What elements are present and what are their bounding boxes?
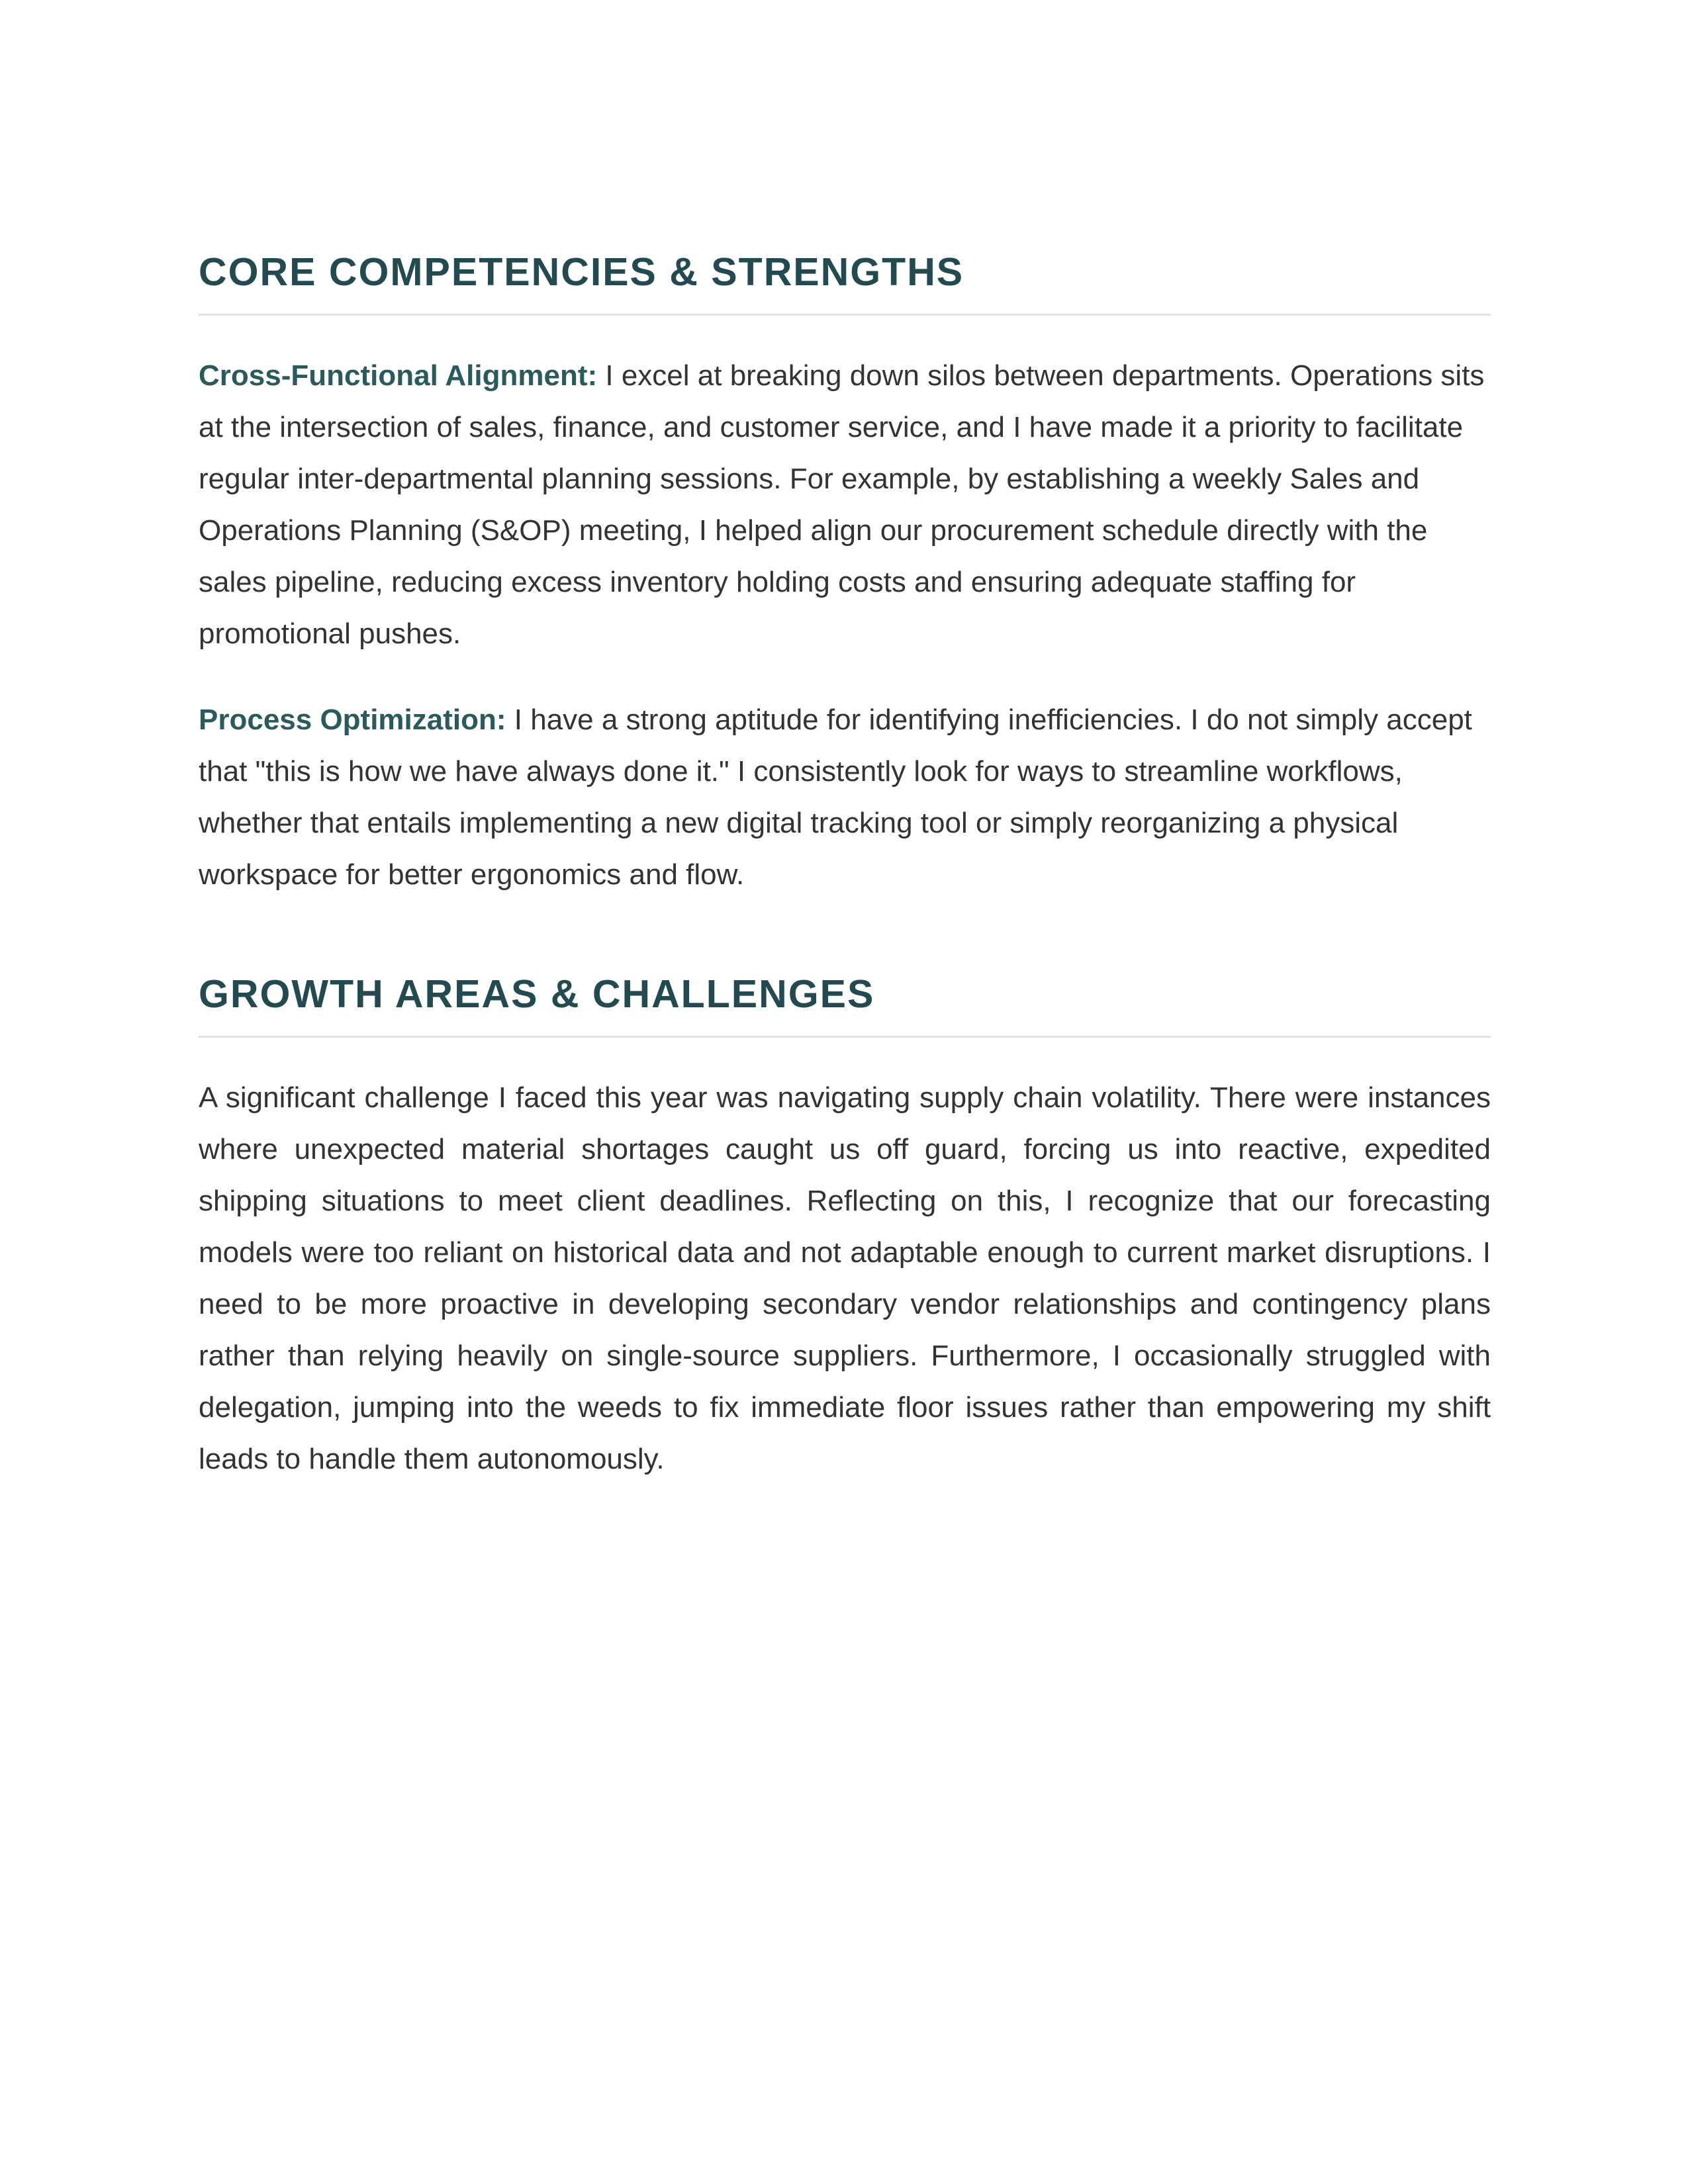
growth-section	[199, 967, 1491, 1485]
strength-paragraph-cross-functional	[199, 350, 1491, 660]
strength-text: I excel at breaking down silos between departments. Operations sits at the intersection of sales, finance, and customer service, and I have made it a priority to facilitate regular inter-departmental planning sessions. For example, by establishing a weekly Sales and Operations Planning (S&OP) meeting, I helped align our procurement schedule directly with the sales pipeline, reducing excess inventory holding costs and ensuring adequate staffing for promotional pushes.	[199, 359, 1485, 650]
section-divider	[199, 1036, 1491, 1038]
strength-label: Cross-Functional Alignment:	[199, 359, 598, 392]
strengths-section	[199, 245, 1491, 901]
growth-heading: GROWTH AREAS & CHALLENGES	[199, 972, 875, 1016]
strength-label: Process Optimization:	[199, 704, 506, 736]
document-page	[199, 245, 1491, 1485]
strength-paragraph-process-optimization	[199, 694, 1491, 901]
section-divider	[199, 314, 1491, 316]
strength-text: I have a strong aptitude for identifying inefficiencies. I do not simply accept that "this is how we have always done it." I consistently look for ways to streamline workflows, whether that entails implementing a new digital tracking tool or simply reorganizing a physical workspace for better ergonomics and flow.	[199, 704, 1472, 891]
strengths-heading: CORE COMPETENCIES & STRENGTHS	[199, 250, 964, 294]
growth-paragraph: A significant challenge I faced this year was navigating supply chain volatility. There were instances where unexpected material shortages caught us off guard, forcing us into reactive, expedited shipping situations to meet client deadlines. Reflecting on this, I recognize that our forecasting models were too reliant on historical data and not adaptable enough to current market disruptions. I need to be more proactive in developing secondary vendor relationships and contingency plans rather than relying heavily on single-source suppliers. Furthermore, I occasionally struggled with delegation, jumping into the weeds to fix immediate floor issues rather than empowering my shift leads to handle them autonomously.	[199, 1081, 1491, 1475]
